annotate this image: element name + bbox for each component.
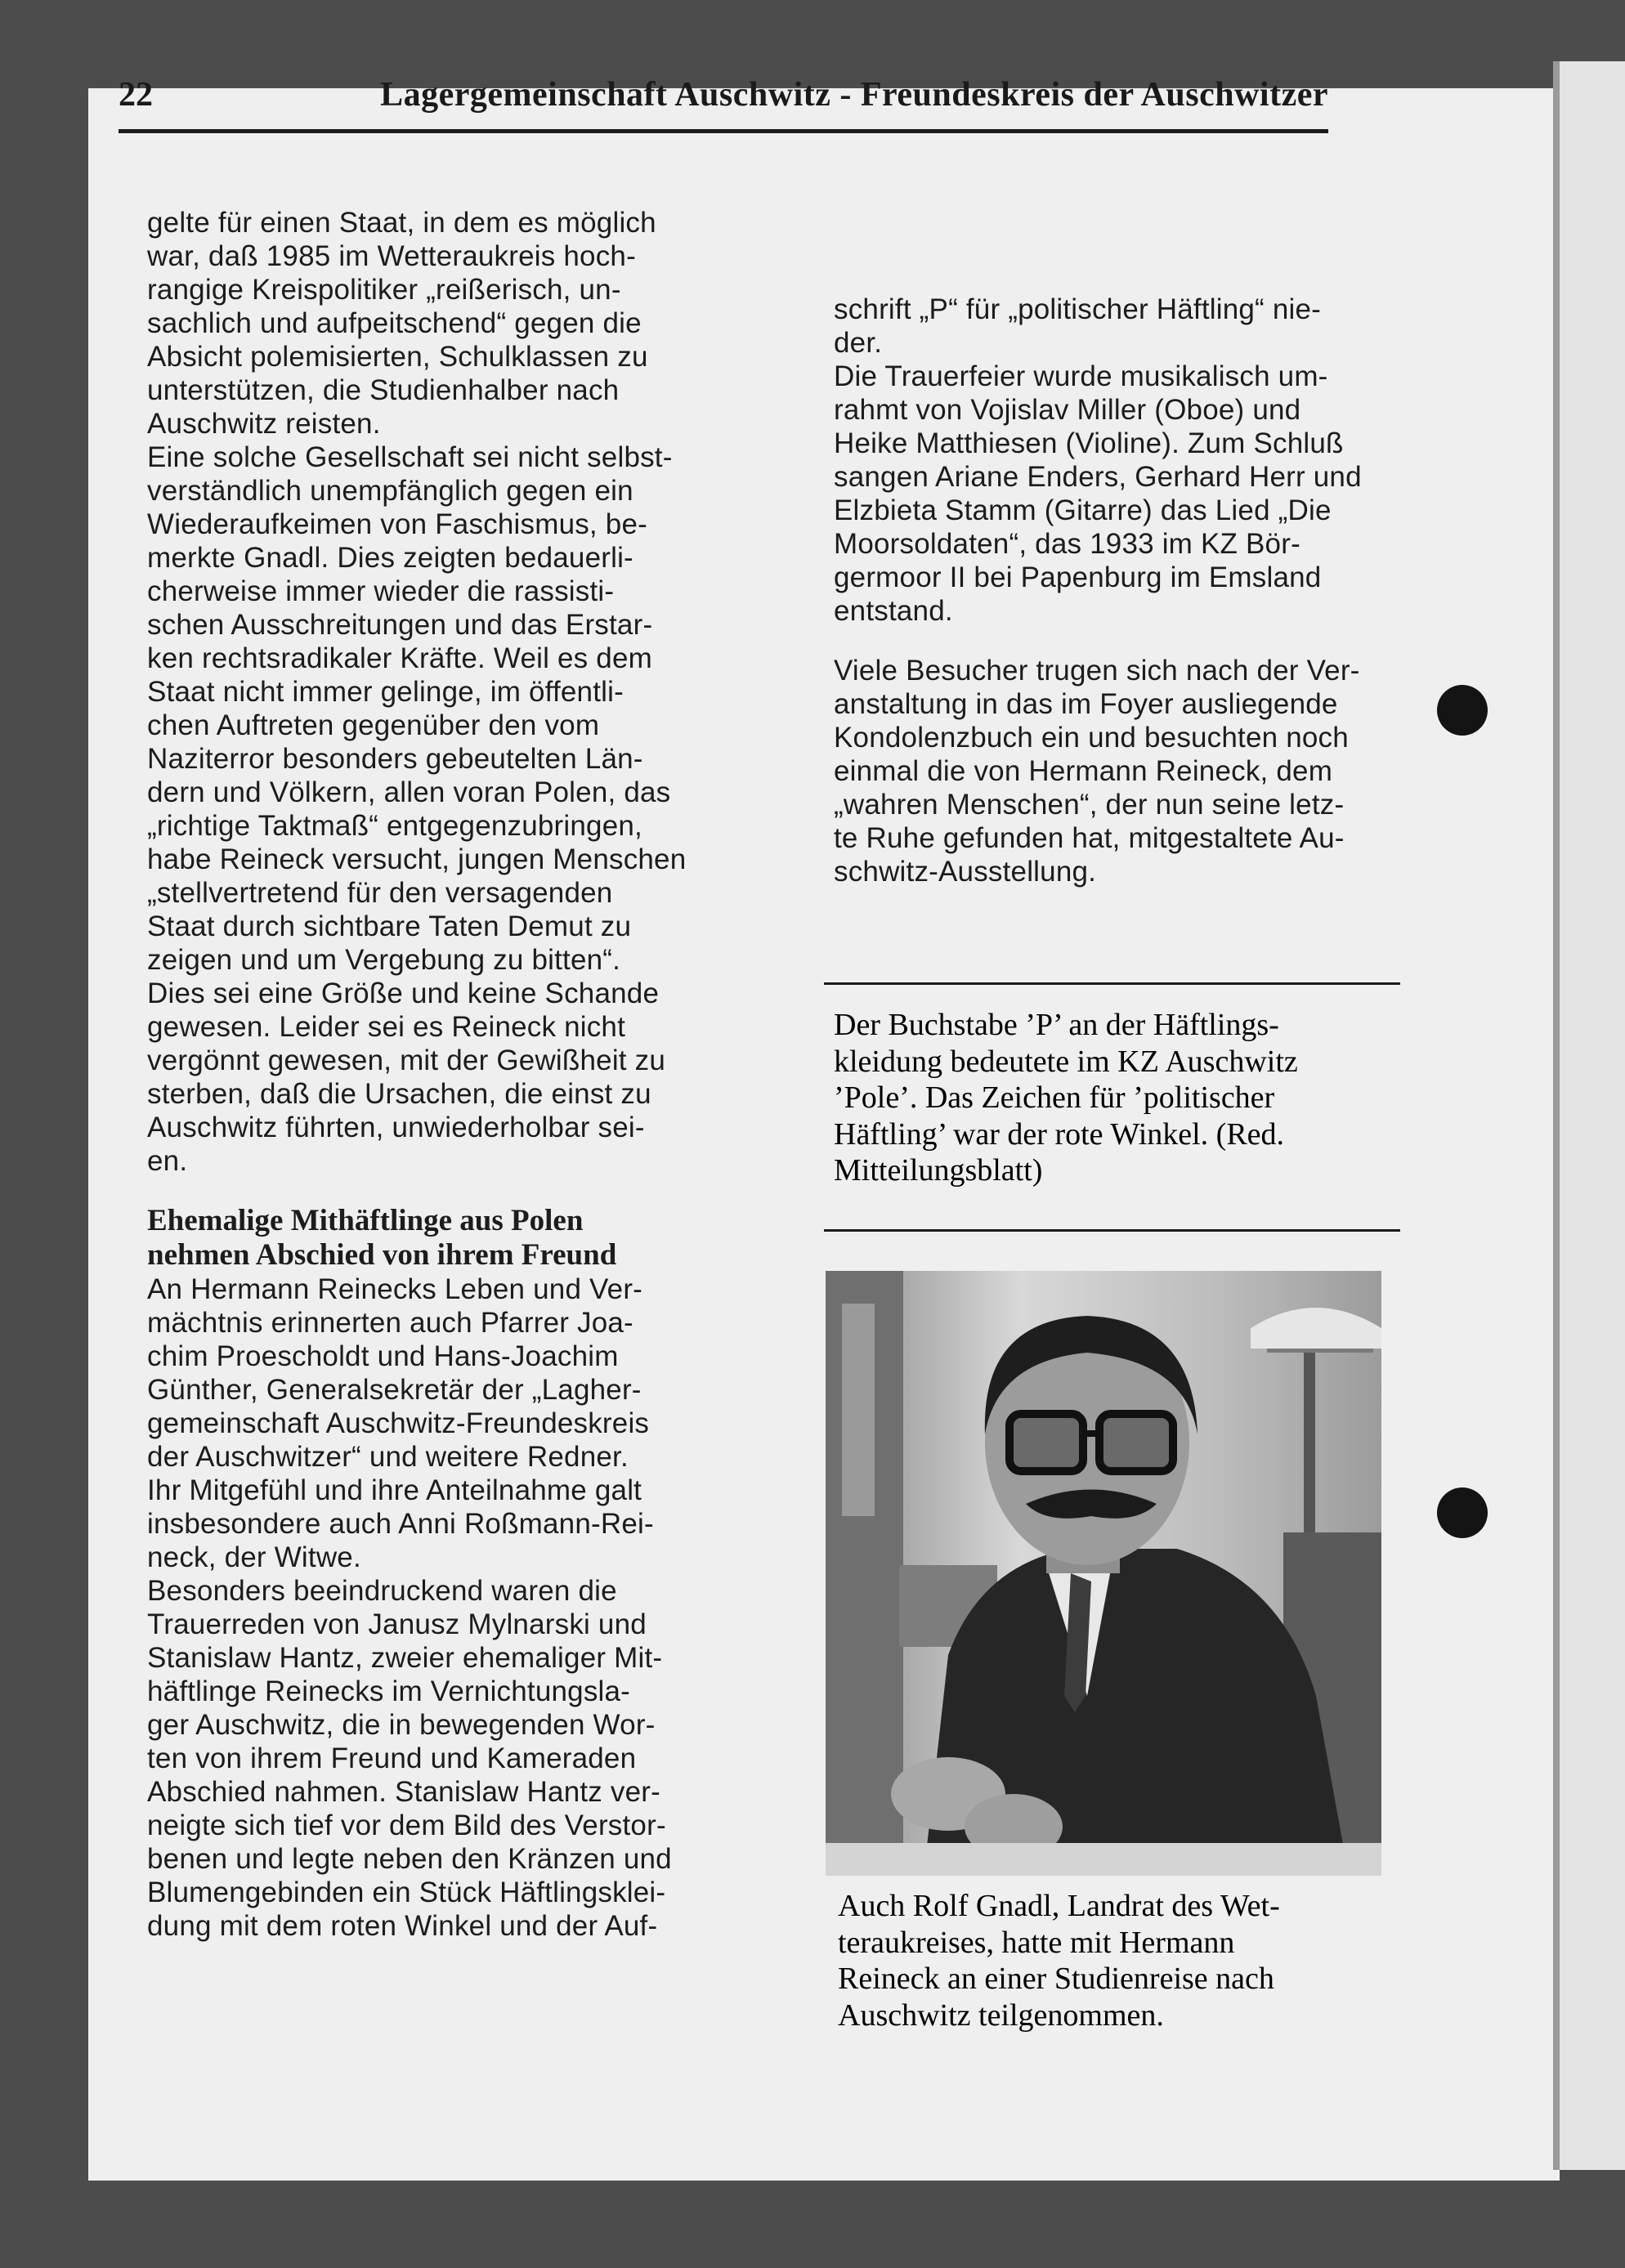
right-column <box>834 293 1406 888</box>
text-line: Eine solche Gesellschaft sei nicht selbst- <box>147 441 673 473</box>
text-line: schwitz-Ausstellung. <box>834 856 1097 888</box>
text-line: chim Proescholdt und Hans-Joachim <box>147 1340 619 1372</box>
text-line: ger Auschwitz, die in bewegenden Wor- <box>147 1709 656 1741</box>
text-line: gelte für einen Staat, in dem es möglich <box>147 207 656 239</box>
text-line: Die Trauerfeier wurde musikalisch um- <box>834 360 1328 392</box>
punch-hole <box>1437 1487 1488 1538</box>
text-line: vergönnt gewesen, mit der Gewißheit zu <box>147 1045 666 1076</box>
text-line: Ihr Mitgefühl und ihre Anteilnahme galt <box>147 1474 642 1506</box>
text-line: sachlich und aufpeitschend“ gegen die <box>147 307 642 339</box>
text-line: Absicht polemisierten, Schulklassen zu <box>147 341 648 373</box>
text-line: häftlinge Reinecks im Vernichtungsla- <box>147 1675 631 1707</box>
right-paragraph-2 <box>834 360 1406 628</box>
text-line: mächtnis erinnerten auch Pfarrer Joa- <box>147 1307 633 1339</box>
left-paragraph-2 <box>147 441 781 1178</box>
text-line: der. <box>834 327 883 359</box>
text-line: Staat durch sichtbare Taten Demut zu <box>147 910 632 942</box>
note-line: kleidung bedeutete im KZ Auschwitz <box>834 1044 1298 1079</box>
punch-hole <box>1437 685 1488 736</box>
text-line: Stanislaw Hantz, zweier ehemaliger Mit- <box>147 1642 663 1674</box>
text-line: rahmt von Vojislav Miller (Oboe) und <box>834 394 1301 426</box>
text-line: Besonders beeindruckend waren die <box>147 1575 617 1607</box>
editorial-note <box>834 1007 1398 1189</box>
running-title: Lagergemeinschaft Auschwitz - Freundeskreis der Auschwitzer <box>380 76 1328 114</box>
text-line: schrift „P“ für „politischer Häftling“ nie- <box>834 293 1321 325</box>
portrait-photo-image <box>826 1271 1381 1876</box>
text-line: insbesondere auch Anni Roßmann-Rei- <box>147 1508 654 1540</box>
note-rule-top <box>824 982 1400 985</box>
note-line: Häftling’ war der rote Winkel. (Red. <box>834 1116 1285 1152</box>
subheading-line: nehmen Abschied von ihrem Freund <box>147 1238 617 1272</box>
text-line: war, daß 1985 im Wetteraukreis hoch- <box>147 240 636 272</box>
text-line: gemeinschaft Auschwitz-Freundeskreis <box>147 1407 650 1439</box>
text-line: dung mit dem roten Winkel und der Auf- <box>147 1910 658 1942</box>
text-line: schen Ausschreitungen und das Erstar- <box>147 609 653 641</box>
text-line: en. <box>147 1145 188 1177</box>
text-line: unterstützen, die Studienhalber nach <box>147 374 620 406</box>
text-line: „richtige Taktmaß“ entgegenzubringen, <box>147 810 642 842</box>
note-line: Der Buchstabe ’P’ an der Häftlings- <box>834 1008 1279 1042</box>
text-line: der Auschwitzer“ und weitere Redner. <box>147 1441 629 1473</box>
text-line: Trauerreden von Janusz Mylnarski und <box>147 1608 647 1640</box>
left-paragraph-3 <box>147 1273 781 1574</box>
text-line: Kondolenzbuch ein und besuchten noch <box>834 722 1349 754</box>
text-line: einmal die von Hermann Reineck, dem <box>834 755 1333 787</box>
caption-line: Reineck an einer Studienreise nach <box>838 1962 1274 1996</box>
text-line: sterben, daß die Ursachen, die einst zu <box>147 1078 651 1110</box>
note-line: Mitteilungsblatt) <box>834 1153 1043 1188</box>
text-line: te Ruhe gefunden hat, mitgestaltete Au- <box>834 822 1345 854</box>
text-line: „stellvertretend für den versagenden <box>147 877 613 909</box>
text-line: Günther, Generalsekretär der „Lagher- <box>147 1374 642 1406</box>
text-line: Viele Besucher trugen sich nach der Ver- <box>834 655 1360 687</box>
text-line: neigte sich tief vor dem Bild des Verstor- <box>147 1809 666 1841</box>
text-line: cherweise immer wieder die rassisti- <box>147 575 615 607</box>
page-number: 22 <box>119 76 153 114</box>
left-column <box>147 206 781 1943</box>
text-line: habe Reineck versucht, jungen Menschen <box>147 843 687 875</box>
text-line: neck, der Witwe. <box>147 1541 361 1573</box>
text-line: Blumengebinden ein Stück Häftlingsklei- <box>147 1877 666 1908</box>
text-line: zeigen und um Vergebung zu bitten“. <box>147 944 621 976</box>
text-line: ken rechtsradikaler Kräfte. Weil es dem <box>147 642 652 674</box>
right-paragraph-1 <box>834 293 1406 360</box>
text-line: chen Auftreten gegenüber den vom <box>147 709 600 741</box>
text-line: gewesen. Leider sei es Reineck nicht <box>147 1011 626 1043</box>
text-line: merkte Gnadl. Dies zeigten bedauerli- <box>147 542 633 574</box>
section-subheading <box>147 1204 781 1273</box>
text-line: Dies sei eine Größe und keine Schande <box>147 977 660 1009</box>
text-line: Abschied nahmen. Stanislaw Hantz ver- <box>147 1776 660 1808</box>
portrait-photo <box>826 1271 1381 1876</box>
text-line: sangen Ariane Enders, Gerhard Herr und <box>834 461 1362 493</box>
text-line: anstaltung in das im Foyer ausliegende <box>834 688 1338 720</box>
caption-line: teraukreises, hatte mit Hermann <box>838 1925 1235 1960</box>
caption-line: Auch Rolf Gnadl, Landrat des Wet- <box>838 1889 1280 1923</box>
text-line: germoor II bei Papenburg im Emsland <box>834 561 1322 593</box>
text-line: verständlich unempfänglich gegen ein <box>147 475 633 507</box>
text-line: Auschwitz reisten. <box>147 408 381 440</box>
text-line: „wahren Menschen“, der nun seine letz- <box>834 789 1345 821</box>
text-line: Heike Matthiesen (Violine). Zum Schluß <box>834 427 1344 459</box>
text-line: Staat nicht immer gelinge, im öffentli- <box>147 676 624 708</box>
header-rule <box>119 129 1328 133</box>
next-page-edge <box>1560 61 1625 2170</box>
note-rule-bottom <box>824 1229 1400 1232</box>
left-paragraph-4 <box>147 1574 781 1943</box>
left-paragraph-1 <box>147 206 781 441</box>
text-line: Moorsoldaten“, das 1933 im KZ Bör- <box>834 528 1300 560</box>
text-line: Naziterror besonders gebeutelten Län- <box>147 743 643 775</box>
text-line: Elzbieta Stamm (Gitarre) das Lied „Die <box>834 494 1332 526</box>
right-paragraph-3 <box>834 654 1406 888</box>
text-line: benen und legte neben den Kränzen und <box>147 1843 672 1875</box>
page-header <box>119 75 1328 124</box>
caption-line: Auschwitz teilgenommen. <box>838 1997 1164 2033</box>
text-line: Auschwitz führten, unwiederholbar sei- <box>147 1112 645 1143</box>
text-line: Wiederaufkeimen von Faschismus, be- <box>147 508 647 540</box>
photo-caption <box>838 1888 1402 2033</box>
text-line: rangige Kreispolitiker „reißerisch, un- <box>147 274 621 306</box>
note-line: ’Pole’. Das Zeichen für ’politischer <box>834 1080 1275 1115</box>
text-line: ten von ihrem Freund und Kameraden <box>147 1742 637 1774</box>
text-line: An Hermann Reinecks Leben und Ver- <box>147 1273 643 1305</box>
text-line: entstand. <box>834 595 953 627</box>
text-line: dern und Völkern, allen voran Polen, das <box>147 776 671 808</box>
subheading-line: Ehemalige Mithäftlinge aus Polen <box>147 1204 584 1237</box>
